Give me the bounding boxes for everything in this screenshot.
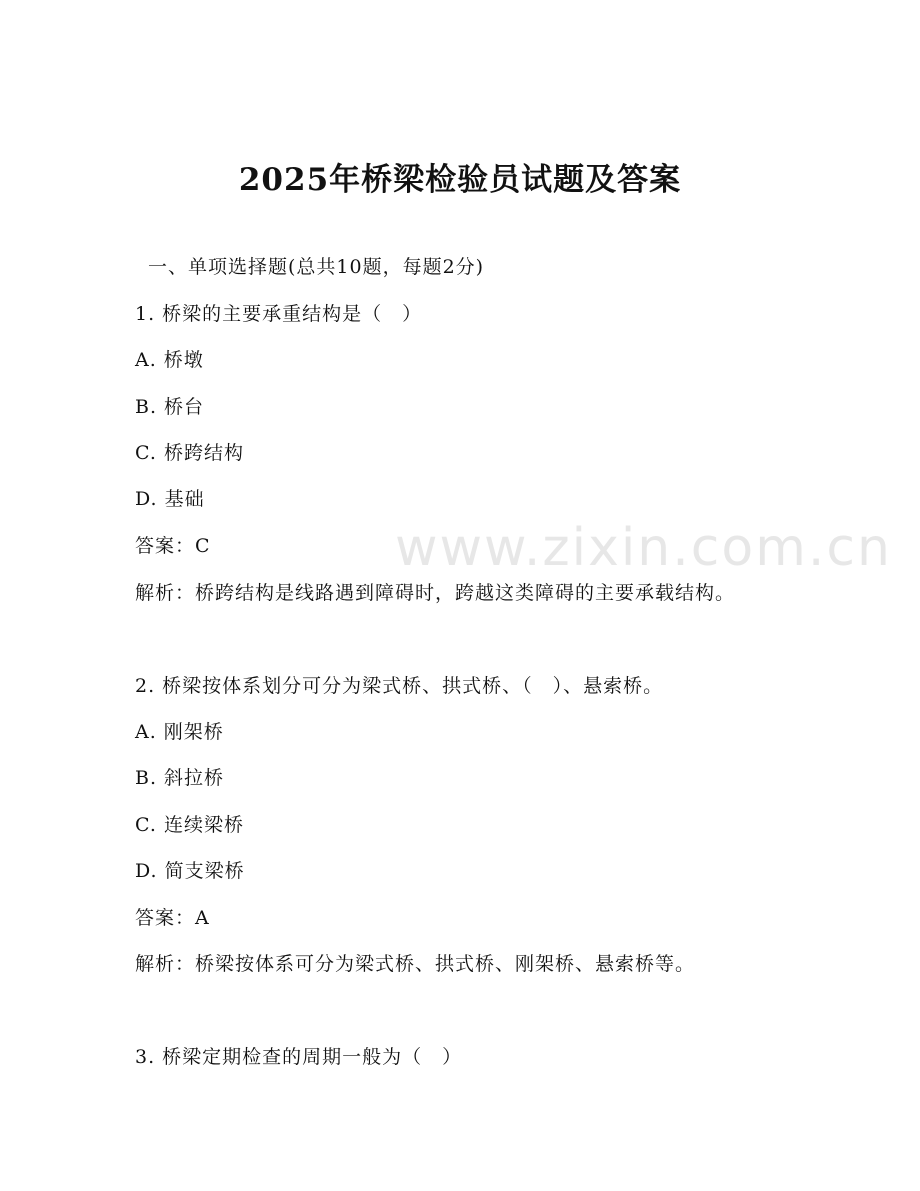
question-2-stem: 2. 桥梁按体系划分可分为梁式桥、拱式桥、（ ）、悬索桥。 xyxy=(135,675,664,697)
question-1-stem: 1. 桥梁的主要承重结构是（ ） xyxy=(135,303,423,325)
question-1-option-c: C. 桥跨结构 xyxy=(135,442,244,464)
question-1-answer: 答案：C xyxy=(135,535,211,557)
question-2-answer: 答案：A xyxy=(135,907,210,929)
question-2-option-a: A. 刚架桥 xyxy=(135,721,224,743)
question-1-option-a: A. 桥墩 xyxy=(135,349,204,371)
watermark: www.zixin.com.cn xyxy=(395,518,892,578)
question-2-explanation: 解析：桥梁按体系可分为梁式桥、拱式桥、刚架桥、悬索桥等。 xyxy=(135,953,696,975)
question-2-option-b: B. 斜拉桥 xyxy=(135,767,225,789)
document-title: 2025年桥梁检验员试题及答案 xyxy=(238,162,682,198)
question-2-option-c: C. 连续梁桥 xyxy=(135,814,244,836)
question-2-option-d: D. 简支梁桥 xyxy=(135,860,245,882)
question-1-option-d: D. 基础 xyxy=(135,488,205,510)
question-1-explanation: 解析：桥跨结构是线路遇到障碍时，跨越这类障碍的主要承载结构。 xyxy=(135,582,736,604)
question-1-option-b: B. 桥台 xyxy=(135,396,205,418)
question-3-stem: 3. 桥梁定期检查的周期一般为（ ） xyxy=(135,1046,463,1068)
section-heading: 一、单项选择题(总共10题，每题2分) xyxy=(148,256,485,278)
